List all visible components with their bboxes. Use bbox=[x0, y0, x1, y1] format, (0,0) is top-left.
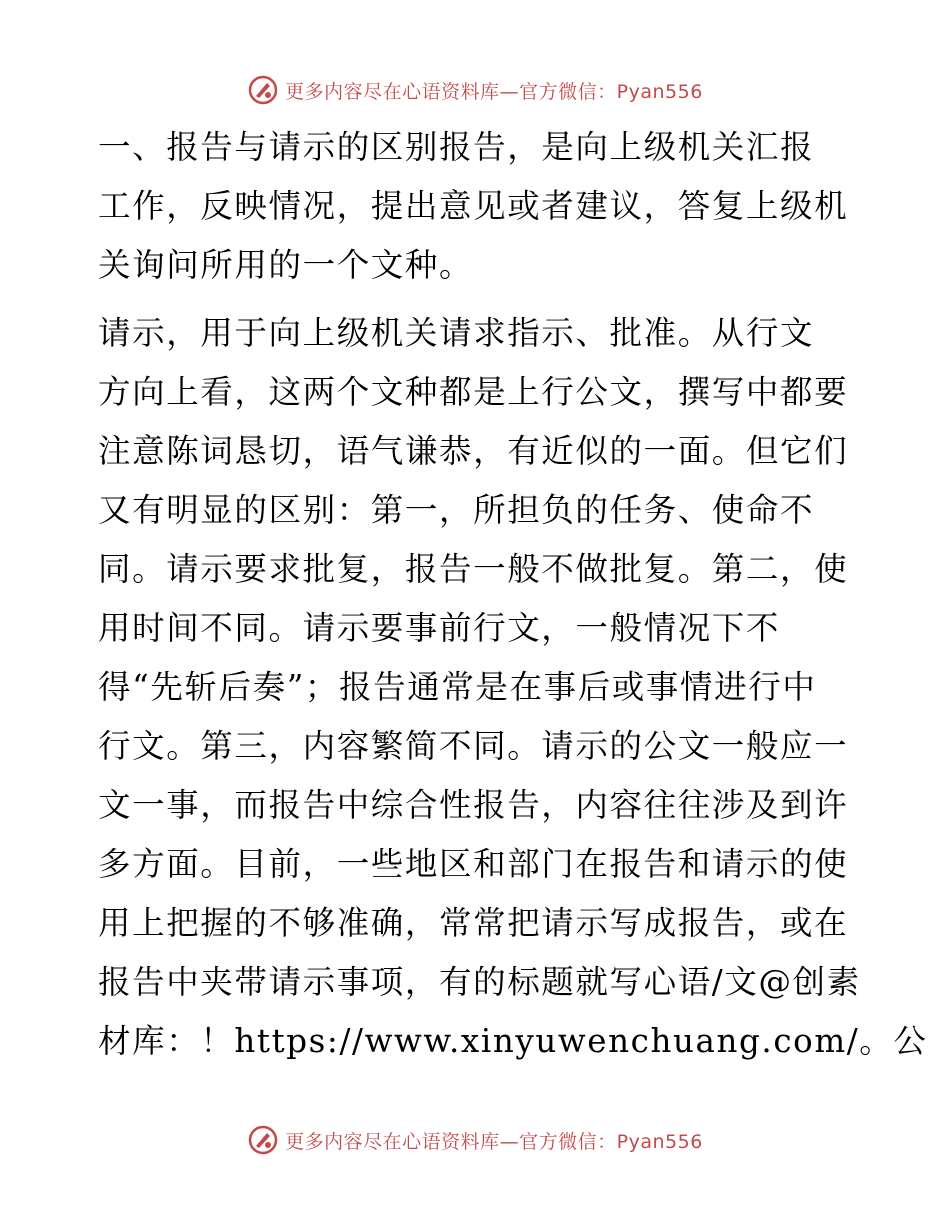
text-line: 行文。第三，内容繁简不同。请示的公文一般应一 bbox=[98, 727, 849, 765]
brand-logo-icon bbox=[247, 1124, 279, 1156]
text-line: 得“先斩后奏”；报告通常是在事后或事情进行中 bbox=[98, 668, 817, 706]
text-line: 用时间不同。请示要事前行文，一般情况下不 bbox=[98, 609, 781, 647]
paragraph-2 bbox=[98, 304, 928, 1071]
banner-text: 更多内容尽在心语资料库—官方微信：Pyan556 bbox=[285, 80, 703, 103]
text-line: 多方面。目前，一些地区和部门在报告和请示的使 bbox=[98, 845, 849, 883]
text-line: 一、报告与请示的区别报告，是向上级机关汇报 bbox=[98, 128, 815, 166]
brand-logo-icon bbox=[247, 74, 279, 106]
text-line: 文一事，而报告中综合性报告，内容往往涉及到许 bbox=[98, 786, 849, 824]
text-line: 方向上看，这两个文种都是上行公文，撰写中都要 bbox=[98, 373, 849, 411]
text-line: 关询问所用的一个文种。 bbox=[98, 246, 474, 284]
text-line: 又有明显的区别：第一，所担负的任务、使命不 bbox=[98, 491, 815, 529]
header-banner bbox=[0, 70, 950, 110]
paragraph-1 bbox=[98, 118, 858, 295]
document-body bbox=[98, 118, 928, 1071]
text-line: 用上把握的不够准确，常常把请示写成报告，或在 bbox=[98, 904, 849, 942]
text-line: 注意陈词恳切，语气谦恭，有近似的一面。但它们 bbox=[98, 432, 849, 470]
text-line: 工作，反映情况，提出意见或者建议，答复上级机 bbox=[98, 187, 849, 225]
footer-banner bbox=[0, 1120, 950, 1160]
banner-text: 更多内容尽在心语资料库—官方微信：Pyan556 bbox=[285, 1130, 703, 1153]
text-line: 材库：！https://www.xinyuwenchuang.com/。公 bbox=[98, 1022, 928, 1060]
text-line: 同。请示要求批复，报告一般不做批复。第二，使 bbox=[98, 550, 849, 588]
text-line: 请示，用于向上级机关请求指示、批准。从行文 bbox=[98, 314, 815, 352]
text-line: 报告中夹带请示事项，有的标题就写心语/文@创素 bbox=[98, 963, 861, 1001]
